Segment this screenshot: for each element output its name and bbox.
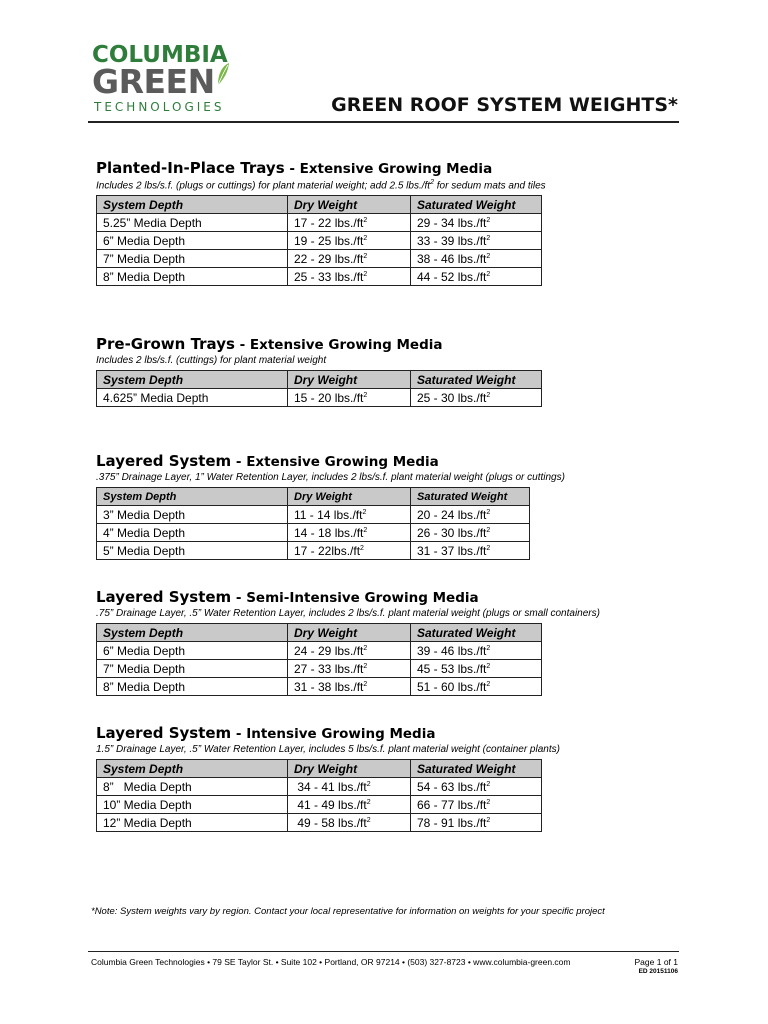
cell-depth: 8” Media Depth bbox=[97, 778, 288, 796]
superscript: 2 bbox=[366, 798, 371, 806]
cell-value: 31 - 38 lbs./ft bbox=[294, 679, 364, 694]
section-note bbox=[96, 179, 546, 191]
logo-line-technologies: TECHNOLOGIES bbox=[94, 100, 225, 114]
cell-value: 14 - 18 lbs./ft bbox=[294, 525, 364, 540]
section-subtitle: - Intensive Growing Media bbox=[231, 726, 436, 742]
cell-value: 45 - 53 lbs./ft bbox=[417, 661, 487, 676]
table-header-row bbox=[97, 624, 542, 642]
table-row bbox=[97, 814, 542, 832]
table-row bbox=[97, 389, 542, 407]
table-row bbox=[97, 796, 542, 814]
cell-sat bbox=[411, 268, 542, 286]
logo-line-green: GREEN bbox=[92, 62, 215, 101]
cell-sat bbox=[411, 778, 542, 796]
cell-value: 15 - 20 lbs./ft bbox=[294, 390, 364, 405]
col-header-saturated-weight: Saturated Weight bbox=[411, 624, 542, 642]
cell-depth: 7” Media Depth bbox=[97, 250, 288, 268]
cell-depth: 7” Media Depth bbox=[97, 660, 288, 678]
footer-rule bbox=[88, 951, 679, 952]
cell-value: 25 - 33 lbs./ft bbox=[294, 269, 364, 284]
superscript: 2 bbox=[360, 544, 364, 552]
cell-value: 17 - 22 lbs./ft bbox=[294, 215, 364, 230]
superscript: 2 bbox=[362, 508, 367, 516]
cell-depth: 10” Media Depth bbox=[97, 796, 288, 814]
table-header-row bbox=[97, 760, 542, 778]
superscript: 2 bbox=[486, 270, 491, 278]
cell-depth: 6” Media Depth bbox=[97, 642, 288, 660]
section-heading bbox=[96, 159, 546, 177]
cell-depth: 5.25” Media Depth bbox=[97, 214, 288, 232]
superscript: 2 bbox=[486, 391, 491, 399]
cell-sat bbox=[411, 678, 542, 696]
cell-sat bbox=[411, 524, 530, 542]
cell-value: 38 - 46 lbs./ft bbox=[417, 251, 487, 266]
page-number: Page 1 of 1 bbox=[634, 957, 678, 967]
section-note: Includes 2 lbs/s.f. (cuttings) for plant material weight bbox=[96, 355, 327, 366]
cell-value: 54 - 63 lbs./ft bbox=[417, 779, 487, 794]
table-row bbox=[97, 506, 530, 524]
cell-value: 49 - 58 lbs./ft bbox=[297, 815, 367, 830]
cell-value: 33 - 39 lbs./ft bbox=[417, 233, 487, 248]
cell-dry bbox=[288, 524, 411, 542]
footer-contact: Columbia Green Technologies • 79 SE Taylor St. • Suite 102 • Portland, OR 97214 • (503) 327-8723 • www.columbia-green.com bbox=[91, 957, 571, 967]
cell-depth: 8” Media Depth bbox=[97, 268, 288, 286]
section-title: Pre-Grown Trays bbox=[96, 335, 235, 353]
cell-dry bbox=[288, 796, 411, 814]
section-heading bbox=[96, 588, 600, 606]
cell-value: 17 - 22lbs./ft bbox=[294, 543, 361, 558]
cell-sat bbox=[411, 506, 530, 524]
superscript: 2 bbox=[486, 526, 491, 534]
section-title: Planted-In-Place Trays bbox=[96, 159, 285, 177]
weights-table bbox=[96, 195, 542, 286]
table-header-row bbox=[97, 371, 542, 389]
cell-dry bbox=[288, 506, 411, 524]
section-note: 1.5” Drainage Layer, .5” Water Retention Layer, includes 5 lbs/s.f. plant material weight (container plants) bbox=[96, 744, 560, 755]
col-header-system-depth: System Depth bbox=[97, 760, 288, 778]
cell-value: 39 - 46 lbs./ft bbox=[417, 643, 487, 658]
col-header-saturated-weight: Saturated Weight bbox=[411, 760, 542, 778]
superscript: 2 bbox=[486, 216, 491, 224]
table-row bbox=[97, 524, 530, 542]
superscript: 2 bbox=[363, 270, 368, 278]
table-header-row bbox=[97, 196, 542, 214]
section-layered-semi-intensive bbox=[96, 588, 600, 696]
section-subtitle: - Extensive Growing Media bbox=[284, 161, 493, 177]
section-heading bbox=[96, 452, 565, 470]
section-pre-grown bbox=[96, 335, 542, 407]
footnote: *Note: System weights vary by region. Contact your local representative for information on weights for your specific project bbox=[91, 906, 605, 917]
section-subtitle: - Extensive Growing Media bbox=[231, 454, 439, 470]
superscript: 2 bbox=[363, 252, 368, 260]
superscript: 2 bbox=[486, 662, 491, 670]
cell-sat bbox=[411, 389, 542, 407]
superscript: 2 bbox=[430, 179, 434, 186]
cell-depth: 12” Media Depth bbox=[97, 814, 288, 832]
superscript: 2 bbox=[486, 234, 491, 242]
section-layered-extensive bbox=[96, 452, 565, 560]
cell-depth: 5” Media Depth bbox=[97, 542, 288, 560]
company-logo bbox=[92, 42, 242, 122]
cell-value: 20 - 24 lbs./ft bbox=[417, 507, 487, 522]
cell-dry bbox=[288, 814, 411, 832]
section-note: .75” Drainage Layer, .5” Water Retention Layer, includes 2 lbs/s.f. plant material weight (plugs or small containers) bbox=[96, 608, 600, 619]
cell-depth: 4” Media Depth bbox=[97, 524, 288, 542]
weights-table bbox=[96, 623, 542, 696]
cell-dry bbox=[288, 642, 411, 660]
col-header-dry-weight: Dry Weight bbox=[288, 196, 411, 214]
col-header-system-depth: System Depth bbox=[97, 371, 288, 389]
superscript: 2 bbox=[486, 508, 491, 516]
cell-sat bbox=[411, 660, 542, 678]
cell-value: 27 - 33 lbs./ft bbox=[294, 661, 364, 676]
col-header-dry-weight: Dry Weight bbox=[288, 624, 411, 642]
section-layered-intensive bbox=[96, 724, 560, 832]
cell-value: 19 - 25 lbs./ft bbox=[294, 233, 364, 248]
cell-value: 66 - 77 lbs./ft bbox=[417, 797, 487, 812]
cell-dry bbox=[288, 678, 411, 696]
section-heading bbox=[96, 335, 542, 353]
cell-dry bbox=[288, 214, 411, 232]
table-row bbox=[97, 268, 542, 286]
cell-value: 31 - 37 lbs./ft bbox=[417, 543, 487, 558]
col-header-saturated-weight: Saturated Weight bbox=[411, 488, 530, 506]
superscript: 2 bbox=[486, 798, 491, 806]
section-subtitle: - Semi-Intensive Growing Media bbox=[231, 590, 479, 606]
superscript: 2 bbox=[486, 680, 491, 688]
superscript: 2 bbox=[486, 780, 491, 788]
section-title: Layered System bbox=[96, 588, 232, 606]
superscript: 2 bbox=[486, 816, 491, 824]
table-header-row bbox=[97, 488, 530, 506]
cell-value: 29 - 34 lbs./ft bbox=[417, 215, 487, 230]
col-header-system-depth: System Depth bbox=[97, 624, 288, 642]
cell-dry bbox=[288, 778, 411, 796]
section-heading bbox=[96, 724, 560, 742]
superscript: 2 bbox=[363, 234, 368, 242]
table-row bbox=[97, 250, 542, 268]
superscript: 2 bbox=[363, 680, 368, 688]
cell-depth: 6” Media Depth bbox=[97, 232, 288, 250]
logo-line-columbia: COLUMBIA bbox=[92, 42, 228, 68]
cell-sat bbox=[411, 542, 530, 560]
col-header-system-depth: System Depth bbox=[97, 196, 288, 214]
cell-dry bbox=[288, 250, 411, 268]
cell-value: 11 - 14 lbs./ft bbox=[294, 507, 363, 522]
cell-sat bbox=[411, 642, 542, 660]
cell-sat bbox=[411, 814, 542, 832]
header-rule bbox=[88, 121, 679, 123]
cell-dry bbox=[288, 542, 411, 560]
section-note-part: for sedum mats and tiles bbox=[433, 180, 546, 192]
section-title: Layered System bbox=[96, 452, 232, 470]
cell-sat bbox=[411, 250, 542, 268]
superscript: 2 bbox=[363, 216, 368, 224]
superscript: 2 bbox=[366, 816, 371, 824]
cell-depth: 4.625” Media Depth bbox=[97, 389, 288, 407]
superscript: 2 bbox=[363, 644, 368, 652]
cell-sat bbox=[411, 232, 542, 250]
cell-value: 26 - 30 lbs./ft bbox=[417, 525, 487, 540]
section-note: .375” Drainage Layer, 1” Water Retention Layer, includes 2 lbs/s.f. plant material weight (plugs or cuttings) bbox=[96, 472, 565, 483]
cell-dry bbox=[288, 232, 411, 250]
edition-code: ED 20151106 bbox=[638, 968, 678, 975]
superscript: 2 bbox=[363, 391, 368, 399]
section-note-part: Includes 2 lbs/s.f. (plugs or cuttings) for plant material weight; add 2.5 lbs./ft bbox=[96, 180, 431, 192]
cell-depth: 3” Media Depth bbox=[97, 506, 288, 524]
table-row bbox=[97, 660, 542, 678]
col-header-saturated-weight: Saturated Weight bbox=[411, 196, 542, 214]
cell-value: 78 - 91 lbs./ft bbox=[417, 815, 487, 830]
table-row bbox=[97, 678, 542, 696]
superscript: 2 bbox=[486, 644, 491, 652]
col-header-dry-weight: Dry Weight bbox=[288, 488, 411, 506]
col-header-saturated-weight: Saturated Weight bbox=[411, 371, 542, 389]
cell-value: 34 - 41 lbs./ft bbox=[297, 779, 367, 794]
table-row bbox=[97, 214, 542, 232]
superscript: 2 bbox=[363, 526, 368, 534]
table-row bbox=[97, 778, 542, 796]
superscript: 2 bbox=[363, 662, 368, 670]
section-title: Layered System bbox=[96, 724, 232, 742]
superscript: 2 bbox=[486, 252, 491, 260]
col-header-dry-weight: Dry Weight bbox=[288, 760, 411, 778]
cell-depth: 8” Media Depth bbox=[97, 678, 288, 696]
cell-dry bbox=[288, 268, 411, 286]
cell-value: 22 - 29 lbs./ft bbox=[294, 251, 364, 266]
cell-dry bbox=[288, 389, 411, 407]
cell-value: 25 - 30 lbs./ft bbox=[417, 390, 487, 405]
weights-table bbox=[96, 759, 542, 832]
superscript: 2 bbox=[366, 780, 371, 788]
cell-value: 41 - 49 lbs./ft bbox=[297, 797, 367, 812]
cell-dry bbox=[288, 660, 411, 678]
cell-value: 44 - 52 lbs./ft bbox=[417, 269, 487, 284]
cell-sat bbox=[411, 214, 542, 232]
col-header-dry-weight: Dry Weight bbox=[288, 371, 411, 389]
section-subtitle: - Extensive Growing Media bbox=[234, 337, 443, 353]
document-title: GREEN ROOF SYSTEM WEIGHTS* bbox=[331, 94, 678, 116]
weights-table bbox=[96, 370, 542, 407]
cell-value: 51 - 60 lbs./ft bbox=[417, 679, 487, 694]
col-header-system-depth: System Depth bbox=[97, 488, 288, 506]
leaf-icon bbox=[216, 62, 230, 86]
table-row bbox=[97, 542, 530, 560]
section-planted-in-place bbox=[96, 159, 546, 286]
cell-sat bbox=[411, 796, 542, 814]
table-row bbox=[97, 232, 542, 250]
cell-value: 24 - 29 lbs./ft bbox=[294, 643, 364, 658]
superscript: 2 bbox=[486, 544, 491, 552]
weights-table bbox=[96, 487, 530, 560]
table-row bbox=[97, 642, 542, 660]
